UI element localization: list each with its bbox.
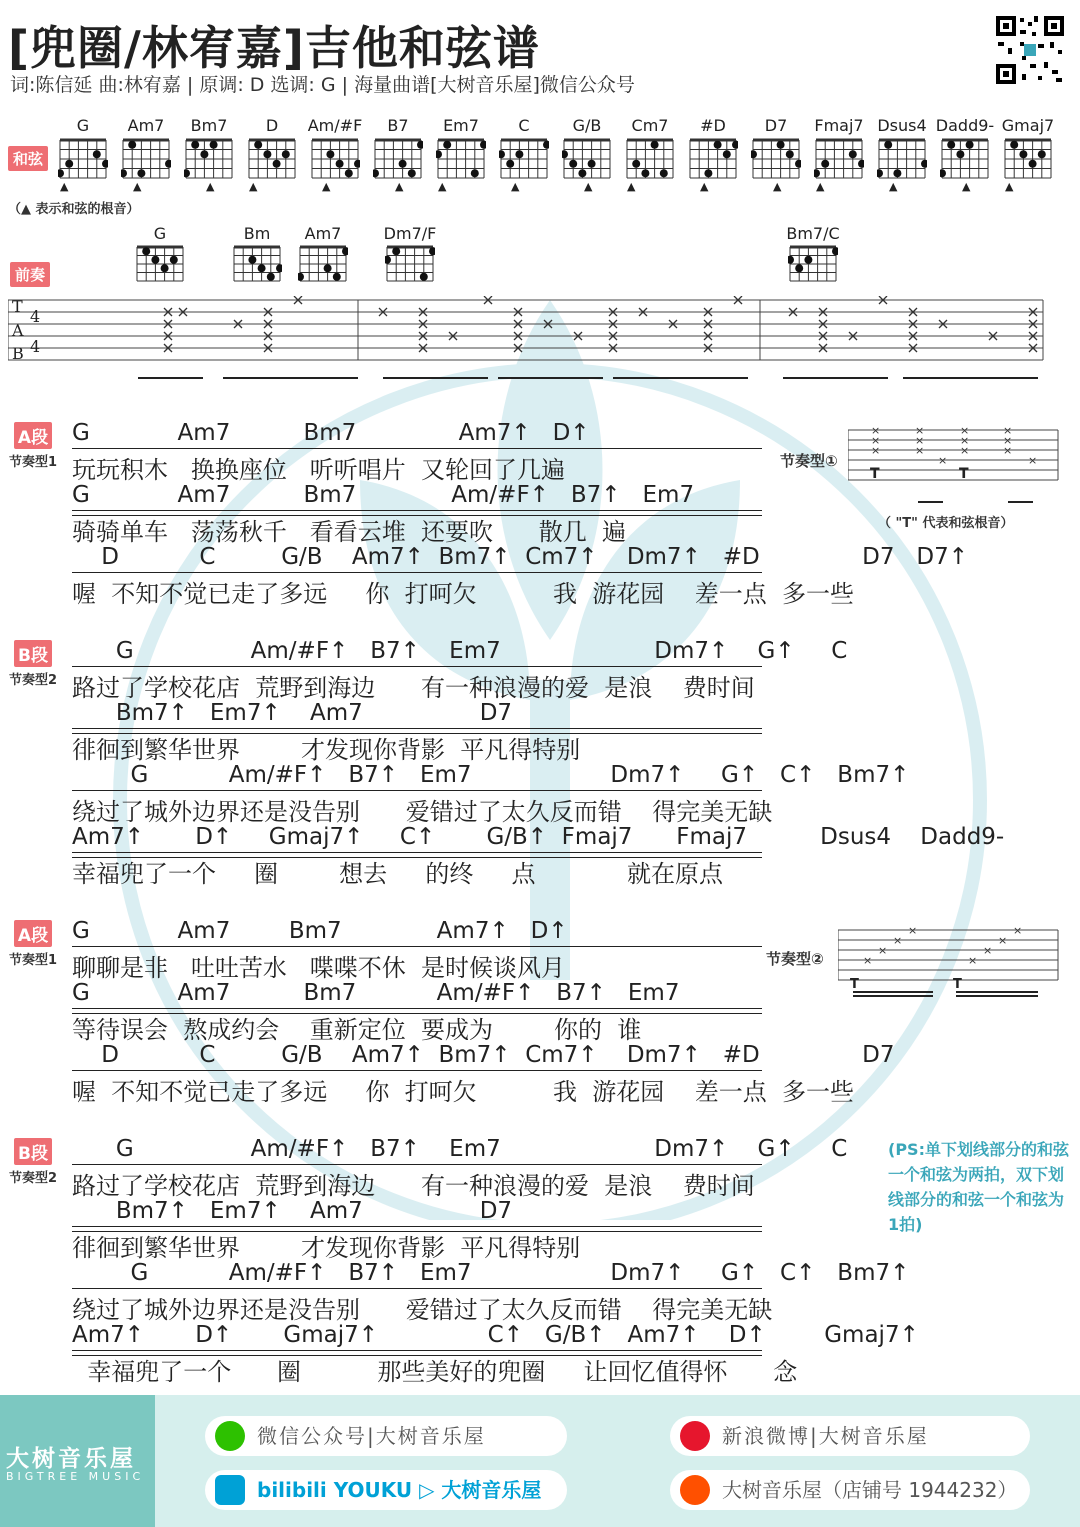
lyric-line: 聊聊是非 吐吐苦水 喋喋不休 是时候谈风月 bbox=[72, 954, 566, 982]
svg-text:×: × bbox=[1003, 434, 1013, 447]
lyric-line: 绕过了城外边界还是没告别 爱错过了太久反而错 得完美无缺 bbox=[72, 798, 773, 826]
chord-diagram bbox=[135, 244, 185, 284]
svg-text:×: × bbox=[968, 954, 978, 967]
svg-text:×: × bbox=[960, 426, 970, 437]
section-rhythm: 节奏型1 bbox=[8, 455, 58, 470]
chord-name: Dsus4 bbox=[877, 116, 927, 135]
svg-text:×: × bbox=[1003, 426, 1013, 437]
section-rhythm: 节奏型2 bbox=[8, 673, 58, 688]
lyric-line: 幸福兜了一个 圈 想去 的终 点 就在原点 bbox=[72, 860, 724, 888]
lyric-line: 等待误会 熬成约会 重新定位 要成为 你的 谁 bbox=[72, 1016, 642, 1044]
svg-text:×: × bbox=[938, 454, 948, 467]
chord-underline bbox=[72, 1164, 762, 1165]
lyric-line: 幸福兜了一个 圈 那些美好的兜圈 让回忆值得怀 念 bbox=[72, 1358, 798, 1386]
svg-text:×: × bbox=[915, 444, 925, 457]
chord-line: G Am/#F↑ B7↑ Em7 Dm7↑ G↑ C bbox=[72, 1136, 848, 1162]
lyric-line: 路过了学校花店 荒野到海边 有一种浪漫的爱 是浪 费时间 bbox=[72, 1172, 755, 1200]
svg-text:×: × bbox=[871, 444, 881, 457]
weibo-link[interactable] bbox=[670, 1416, 1030, 1456]
weibo-text: 新浪微博|大树音乐屋 bbox=[722, 1424, 929, 1448]
intro-chord-name: Bm7/C bbox=[786, 224, 840, 243]
chord-name: #D bbox=[700, 116, 726, 135]
root-marker-icon: ▲ bbox=[889, 180, 898, 193]
chord-diagram bbox=[1003, 137, 1053, 181]
chord-diagram bbox=[562, 137, 612, 181]
chord-name: C bbox=[518, 116, 530, 135]
root-marker-icon: ▲ bbox=[962, 180, 971, 193]
svg-text:×: × bbox=[1028, 454, 1038, 467]
chord-name: Em7 bbox=[443, 116, 479, 135]
chord-underline bbox=[72, 1288, 762, 1289]
svg-text:×: × bbox=[871, 434, 881, 447]
chord-line: G Am/#F↑ B7↑ Em7 Dm7↑ G↑ C↑ Bm7↑ bbox=[72, 1260, 910, 1286]
chord-diagram bbox=[499, 137, 549, 181]
chord-name: Am7 bbox=[127, 116, 165, 135]
chord-name: G bbox=[76, 116, 90, 135]
svg-text:4: 4 bbox=[30, 307, 41, 326]
intro-chord-name: Am7 bbox=[304, 224, 342, 243]
chord-underline bbox=[72, 1070, 762, 1071]
chord-underline bbox=[72, 572, 762, 573]
chord-underline bbox=[72, 946, 762, 947]
section-badge: B段 bbox=[14, 1138, 52, 1165]
chord-name: Gmaj7 bbox=[1001, 116, 1055, 135]
chord-diagram bbox=[814, 137, 864, 181]
taobao-icon bbox=[680, 1475, 710, 1505]
taobao-link[interactable] bbox=[670, 1470, 1030, 1510]
root-marker-icon: ▲ bbox=[133, 180, 142, 193]
intro-tab-staff bbox=[8, 296, 1048, 386]
lyric-line: 喔 不知不觉已走了多远 你 打呵欠 我 游花园 差一点 多一些 bbox=[72, 580, 854, 608]
root-marker-icon: ▲ bbox=[584, 180, 593, 193]
svg-text:×: × bbox=[915, 434, 925, 447]
video-text: bilibili YOUKU ▷ 大树音乐屋 bbox=[257, 1478, 542, 1502]
chord-underline bbox=[72, 666, 762, 667]
root-marker-icon: ▲ bbox=[627, 180, 636, 193]
chord-name: G/B bbox=[572, 116, 602, 135]
chord-name: D bbox=[265, 116, 279, 135]
root-marker-icon: ▲ bbox=[438, 180, 447, 193]
chord-line: G Am/#F↑ B7↑ Em7 Dm7↑ G↑ C bbox=[72, 638, 848, 664]
chord-diagram bbox=[310, 137, 360, 181]
root-marker-icon: ▲ bbox=[249, 180, 258, 193]
chord-diagram bbox=[788, 244, 838, 284]
svg-text:×: × bbox=[871, 426, 881, 437]
root-marker-icon: ▲ bbox=[816, 180, 825, 193]
rhythm-1-note: （ "T" 代表和弦根音） bbox=[878, 516, 1014, 531]
rhythm-2-label: 节奏型② bbox=[766, 950, 824, 968]
weibo-icon bbox=[680, 1421, 710, 1451]
chord-line: D C G/B Am7↑ Bm7↑ Cm7↑ Dm7↑ #D D7 bbox=[72, 1042, 895, 1068]
svg-text:×: × bbox=[893, 934, 903, 947]
intro-chord-name: Dm7/F bbox=[383, 224, 437, 243]
chord-diagram bbox=[184, 137, 234, 181]
lyric-line: 玩玩积木 换换座位 听听唱片 又轮回了几遍 bbox=[72, 456, 566, 484]
qr-code-icon[interactable] bbox=[994, 14, 1066, 86]
rhythm-1-label: 节奏型① bbox=[780, 452, 838, 470]
lyric-line: 路过了学校花店 荒野到海边 有一种浪漫的爱 是浪 费时间 bbox=[72, 674, 755, 702]
svg-text:4: 4 bbox=[30, 337, 41, 356]
wechat-icon bbox=[215, 1421, 245, 1451]
chord-line: G Am7 Bm7 Am7↑ D↑ bbox=[72, 420, 590, 446]
brand-name-en: BIGTREE MUSIC bbox=[6, 1470, 145, 1483]
root-marker-icon: ▲ bbox=[700, 180, 709, 193]
svg-text:T: T bbox=[850, 977, 859, 992]
chord-diagram bbox=[232, 244, 282, 284]
chord-line: G Am7 Bm7 Am/#F↑ B7↑ Em7 bbox=[72, 482, 695, 508]
section-tag bbox=[8, 1138, 58, 1186]
lyric-line: 绕过了城外边界还是没告别 爱错过了太久反而错 得完美无缺 bbox=[72, 1296, 773, 1324]
chord-diagram bbox=[58, 137, 108, 181]
chord-diagram bbox=[247, 137, 297, 181]
chord-name: Bm7 bbox=[190, 116, 228, 135]
root-marker-icon: ▲ bbox=[60, 180, 69, 193]
chord-name: Dadd9- bbox=[935, 116, 995, 135]
root-marker-icon: ▲ bbox=[511, 180, 520, 193]
intro-chord-name: G bbox=[153, 224, 167, 243]
chord-underline bbox=[72, 790, 762, 791]
svg-text:B: B bbox=[12, 344, 24, 363]
bilibili-icon bbox=[215, 1475, 245, 1505]
chord-line: G Am7 Bm7 Am7↑ D↑ bbox=[72, 918, 568, 944]
svg-text:×: × bbox=[863, 954, 873, 967]
svg-text:T: T bbox=[959, 466, 969, 482]
svg-text:T: T bbox=[12, 297, 23, 316]
svg-text:×: × bbox=[960, 444, 970, 457]
svg-text:×: × bbox=[1013, 926, 1023, 937]
lyric-line: 喔 不知不觉已走了多远 你 打呵欠 我 游花园 差一点 多一些 bbox=[72, 1078, 854, 1106]
svg-text:×: × bbox=[998, 934, 1008, 947]
intro-chord-name: Bm bbox=[243, 224, 271, 243]
svg-text:×: × bbox=[1003, 444, 1013, 457]
root-note-legend: （▲ 表示和弦的根音） bbox=[8, 202, 140, 217]
section-rhythm: 节奏型1 bbox=[8, 953, 58, 968]
intro-label: 前奏 bbox=[10, 262, 50, 287]
root-marker-icon: ▲ bbox=[206, 180, 215, 193]
chord-diagram bbox=[940, 137, 990, 181]
section-tag bbox=[8, 422, 58, 470]
svg-text:A: A bbox=[12, 321, 24, 340]
chord-line: Bm7↑ Em7↑ Am7 D7 bbox=[72, 1198, 513, 1224]
section-badge: A段 bbox=[14, 920, 52, 947]
chords-label: 和弦 bbox=[8, 146, 48, 171]
chord-diagram bbox=[121, 137, 171, 181]
ps-note: (PS:单下划线部分的和弦一个和弦为两拍，双下划线部分的和弦一个和弦为1拍) bbox=[888, 1140, 1069, 1234]
video-links[interactable] bbox=[205, 1470, 567, 1510]
lyric-line: 骑骑单车 荡荡秋千 看看云堆 还要吹 散几 遍 bbox=[72, 518, 627, 546]
svg-text:×: × bbox=[915, 426, 925, 437]
section-tag bbox=[8, 920, 58, 968]
taobao-text: 大树音乐屋（店铺号 1944232） bbox=[722, 1478, 1018, 1502]
root-marker-icon: ▲ bbox=[773, 180, 782, 193]
chord-name: Am/#F bbox=[307, 116, 363, 135]
chord-line: Am7↑ D↑ Gmaj7↑ C↑ G/B↑ Fmaj7 Fmaj7 Dsus4 Dadd9- bbox=[72, 824, 1005, 850]
chord-line: G Am7 Bm7 Am/#F↑ B7↑ Em7 bbox=[72, 980, 680, 1006]
chord-line: D C G/B Am7↑ Bm7↑ Cm7↑ Dm7↑ #D D7 D7↑ bbox=[72, 544, 969, 570]
svg-text:×: × bbox=[960, 434, 970, 447]
root-marker-icon: ▲ bbox=[395, 180, 404, 193]
chord-diagram bbox=[877, 137, 927, 181]
lyric-line: 徘徊到繁华世界 才发现你背影 平凡得特别 bbox=[72, 1234, 581, 1262]
chord-line: G Am/#F↑ B7↑ Em7 Dm7↑ G↑ C↑ Bm7↑ bbox=[72, 762, 910, 788]
chord-line: Bm7↑ Em7↑ Am7 D7 bbox=[72, 700, 513, 726]
lyric-line: 徘徊到繁华世界 才发现你背影 平凡得特别 bbox=[72, 736, 581, 764]
svg-text:×: × bbox=[983, 944, 993, 957]
chord-name: Fmaj7 bbox=[814, 116, 864, 135]
rhythm-1-staff bbox=[848, 426, 1060, 510]
chord-diagram bbox=[625, 137, 675, 181]
chord-underline bbox=[72, 448, 762, 449]
rhythm-2-staff bbox=[838, 926, 1060, 1006]
chord-line: Am7↑ D↑ Gmaj7↑ C↑ G/B↑ Am7↑ D↑ Gmaj7↑ bbox=[72, 1322, 919, 1348]
chord-diagram bbox=[436, 137, 486, 181]
section-badge: A段 bbox=[14, 422, 52, 449]
svg-text:T: T bbox=[953, 977, 962, 992]
chord-diagram bbox=[385, 244, 435, 284]
chord-name: Cm7 bbox=[631, 116, 669, 135]
chord-diagram bbox=[373, 137, 423, 181]
chord-diagram bbox=[688, 137, 738, 181]
section-rhythm: 节奏型2 bbox=[8, 1171, 58, 1186]
root-marker-icon: ▲ bbox=[322, 180, 331, 193]
wechat-link[interactable] bbox=[205, 1416, 567, 1456]
chord-name: D7 bbox=[764, 116, 788, 135]
svg-text:T: T bbox=[870, 466, 880, 482]
chord-diagram bbox=[298, 244, 348, 284]
chord-name: B7 bbox=[387, 116, 409, 135]
root-marker-icon: ▲ bbox=[1005, 180, 1014, 193]
svg-text:×: × bbox=[908, 926, 918, 937]
page-title: [兜圈/林宥嘉]吉他和弦谱 bbox=[8, 21, 540, 75]
chord-diagram bbox=[751, 137, 801, 181]
svg-text:×: × bbox=[878, 944, 888, 957]
credits-line: 词:陈信延 曲:林宥嘉 | 原调: D 选调: G | 海量曲谱[大树音乐屋]微信公众号 bbox=[10, 74, 635, 96]
section-tag bbox=[8, 640, 58, 688]
section-badge: B段 bbox=[14, 640, 52, 667]
wechat-text: 微信公众号|大树音乐屋 bbox=[257, 1424, 486, 1448]
brand-name: 大树音乐屋 bbox=[6, 1446, 136, 1472]
